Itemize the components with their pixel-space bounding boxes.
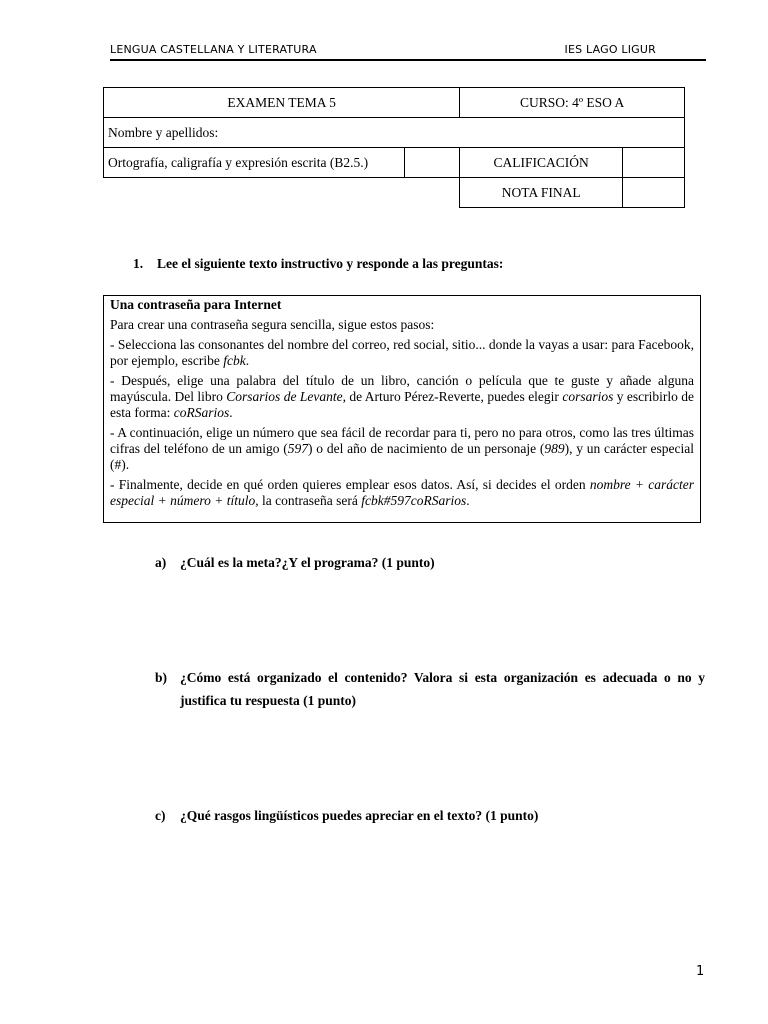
exam-title-cell: EXAMEN TEMA 5 <box>104 88 460 118</box>
reading-paragraph-1: - Selecciona las consonantes del nombre del correo, red social, sitio... donde la vayas a usar: para Facebook, por ejemplo, escribe fcbk. <box>110 337 694 368</box>
reading-paragraph-3: - A continuación, elige un número que sea fácil de recordar para ti, pero no para otros, como las tres últimas cifras del teléfono de un amigo (597) o del año de nacimiento de un personaje (989), y un carácter especial (#). <box>110 425 694 472</box>
final-grade-label-cell: NOTA FINAL <box>460 178 623 208</box>
subquestion-a <box>155 551 700 574</box>
grade-label-cell: CALIFICACIÓN <box>460 148 623 178</box>
reading-paragraph-4: - Finalmente, decide en qué orden quieres emplear esos datos. Así, si decides el orden nombre + carácter especial + número + título, la contraseña será fcbk#597coRSarios. <box>110 477 694 508</box>
question-1 <box>133 256 503 272</box>
reading-paragraph-2: - Después, elige una palabra del título de un libro, canción o película que te guste y añade alguna mayúscula. Del libro Corsarios de Levante, de Arturo Pérez-Reverte, puedes elegir corsarios y escribirlo de esta forma: coRSarios. <box>110 373 694 420</box>
final-grade-value-cell <box>623 178 685 208</box>
exam-info-table <box>103 87 685 208</box>
subject-title: LENGUA CASTELLANA Y LITERATURA <box>110 43 317 56</box>
reading-text-box <box>103 295 701 523</box>
page-header <box>110 43 706 61</box>
name-field-label: Nombre y apellidos: <box>104 118 685 148</box>
subquestion-b <box>155 666 705 712</box>
subquestion-c <box>155 804 700 827</box>
subquestion-text: ¿Cómo está organizado el contenido? Valora si esta organización es adecuada o no y justifica tu respuesta (1 punto) <box>180 670 705 708</box>
subquestion-text: ¿Qué rasgos lingüísticos puedes apreciar en el texto? (1 punto) <box>180 808 539 823</box>
subquestion-label: c) <box>155 808 166 823</box>
reading-intro: Para crear una contraseña segura sencilla, sigue estos pasos: <box>110 317 435 332</box>
subquestion-text: ¿Cuál es la meta?¿Y el programa? (1 punto) <box>180 555 435 570</box>
page-number: 1 <box>696 964 705 979</box>
subquestion-label: b) <box>155 670 168 685</box>
question-text: Lee el siguiente texto instructivo y responde a las preguntas: <box>157 256 504 271</box>
criterion-cell: Ortografía, caligrafía y expresión escrita (B2.5.) <box>104 148 405 178</box>
question-number: 1. <box>133 256 144 271</box>
criterion-score-cell <box>405 148 460 178</box>
subquestion-label: a) <box>155 555 167 570</box>
grade-value-cell <box>623 148 685 178</box>
reading-title: Una contraseña para Internet <box>110 297 282 312</box>
course-cell: CURSO: 4º ESO A <box>460 88 685 118</box>
school-name: IES LAGO LIGUR <box>564 43 656 56</box>
